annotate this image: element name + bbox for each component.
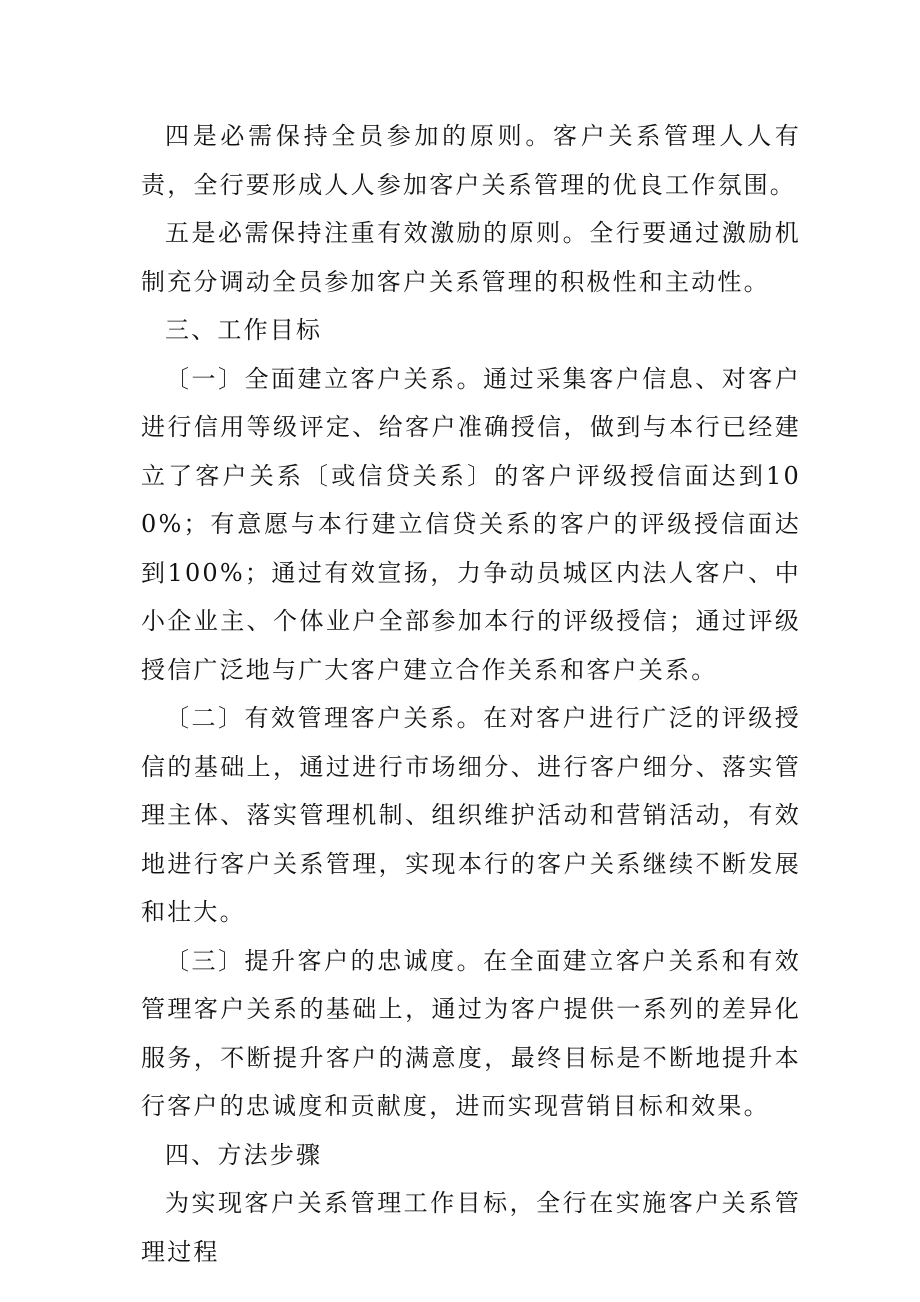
paragraph-goal-1: 〔一〕全面建立客户关系。通过采集客户信息、对客户进行信用等级评定、给客户准确授信，做到与本行已经建立了客户关系〔或信贷关系〕的客户评级授信面达到100%；有意愿与本行建立信贷关系的客户的评级授信面达到100%；通过有效宣扬，力争动员城区内法人客户、中小企业主、个体业户全部参加本行的评级授信；通过评级授信广泛地与广大客户建立合作关系和客户关系。: [141, 364, 801, 684]
section-heading-method-steps: 四、方法步骤: [165, 1140, 323, 1169]
section-heading-work-goals: 三、工作目标: [165, 316, 323, 344]
paragraph-principle-5: 五是必需保持注重有效激励的原则。全行要通过激励机制充分调动全员参加客户关系管理的积极性和主动性。: [141, 219, 801, 296]
paragraph-principle-4: 四是必需保持全员参加的原则。客户关系管理人人有责，全行要形成人人参加客户关系管理的优良工作氛围。: [141, 122, 801, 199]
document-body: [141, 112, 801, 1276]
paragraph-goal-3: 〔三〕提升客户的忠诚度。在全面建立客户关系和有效管理客户关系的基础上，通过为客户提供一系列的差异化服务，不断提升客户的满意度，最终目标是不断地提升本行客户的忠诚度和贡献度，进而实现营销目标和效果。: [141, 946, 801, 1120]
paragraph-method-intro: 为实现客户关系管理工作目标，全行在实施客户关系管理过程: [141, 1189, 801, 1266]
paragraph-goal-2: 〔二〕有效管理客户关系。在对客户进行广泛的评级授信的基础上，通过进行市场细分、进行客户细分、落实管理主体、落实管理机制、组织维护活动和营销活动，有效地进行客户关系管理，实现本行的客户关系继续不断发展和壮大。: [141, 704, 801, 926]
